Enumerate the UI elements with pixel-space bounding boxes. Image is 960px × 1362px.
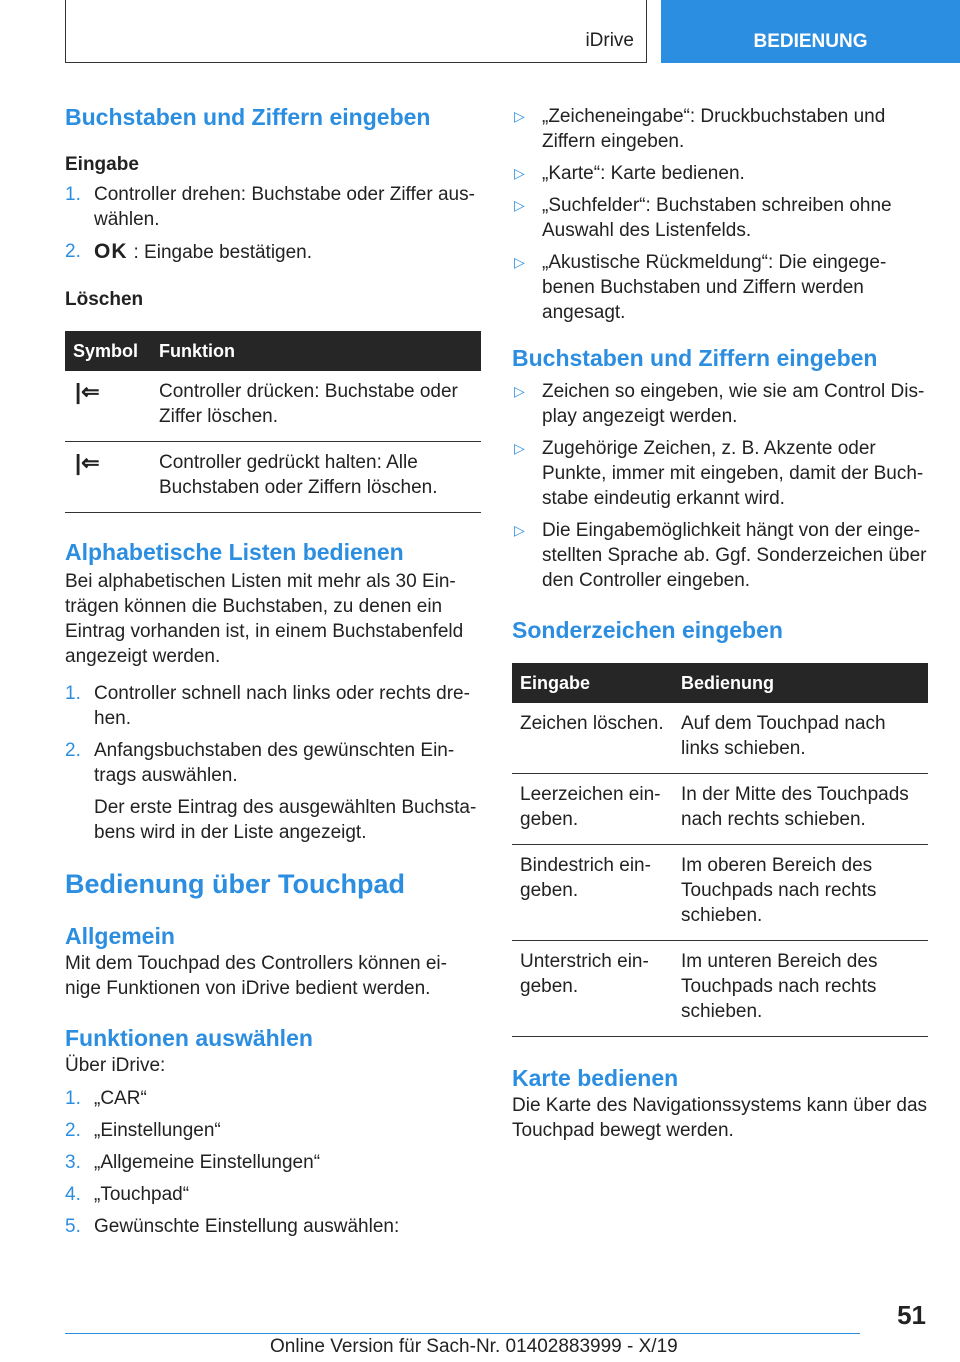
step-text: Gewünschte Einstellung auswählen:: [94, 1216, 400, 1237]
list-item: [65, 182, 481, 232]
heading-allgemein: Allgemein: [65, 923, 175, 949]
bullet-text: Zugehörige Zeichen, z. B. Akzente oder Punkte, immer mit eingeben, damit der Buch-stabe eindeutig erkannt wird.: [542, 438, 924, 509]
table-row: [512, 703, 928, 774]
triangle-bullet-icon: ▷: [514, 108, 525, 124]
alpha-note: Der erste Eintrag des ausgewählten Buchsta-bens wird in der Liste angezeigt.: [94, 797, 477, 843]
step-text: Controller drehen: Buchstabe oder Ziffer aus-wählen.: [94, 184, 475, 230]
right-column: [512, 100, 928, 1143]
step-number: 2.: [65, 1120, 81, 1141]
list-item: [65, 239, 481, 265]
heading-touchpad: Bedienung über Touchpad: [65, 869, 405, 899]
step-number: 5.: [65, 1216, 81, 1237]
triangle-bullet-icon: ▷: [514, 383, 525, 399]
list-item: [65, 1086, 481, 1111]
eingabe-steps: [65, 182, 481, 265]
buch-bullets: [512, 379, 928, 593]
table-cell: Auf dem Touchpad nach links schieben.: [673, 703, 928, 774]
left-column: [65, 100, 481, 1246]
list-item: [512, 436, 928, 511]
settings-bullets: [512, 104, 928, 325]
step-text: „Einstellungen“: [94, 1120, 221, 1141]
list-item: [512, 379, 928, 429]
list-item: [65, 738, 481, 788]
triangle-bullet-icon: ▷: [514, 440, 525, 456]
heading-buchstaben: Buchstaben und Ziffern eingeben: [65, 104, 431, 130]
header-section-label: iDrive: [585, 30, 634, 51]
table-row: [65, 442, 481, 513]
step-text: : Eingabe bestätigen.: [133, 242, 313, 263]
loeschen-table: [65, 331, 481, 513]
footer-divider: [65, 1333, 860, 1334]
table-header: Funktion: [151, 331, 481, 371]
triangle-bullet-icon: ▷: [514, 254, 525, 270]
chapter-tab-label: BEDIENUNG: [753, 31, 868, 52]
step-number: 1.: [65, 683, 81, 704]
table-cell: Zeichen löschen.: [512, 703, 673, 774]
paragraph-allgemein: Mit dem Touchpad des Controllers können ei-nige Funktionen von iDrive bedient werden.: [65, 953, 447, 999]
heading-buchstaben-eingeben: Buchstaben und Ziffern eingeben: [512, 345, 878, 371]
table-cell: Leerzeichen ein-geben.: [512, 774, 673, 845]
page-number: 51: [897, 1300, 926, 1330]
bullet-text: „Akustische Rückmeldung“: Die eingege-benen Buchstaben und Ziffern werden angesagt.: [542, 252, 887, 323]
step-number: 1.: [65, 184, 81, 205]
table-header: Bedienung: [673, 663, 928, 703]
step-text: Controller schnell nach links oder rechts dre-hen.: [94, 683, 470, 729]
step-number: 3.: [65, 1152, 81, 1173]
step-number: 4.: [65, 1184, 81, 1205]
table-cell: Im oberen Bereich des Touchpads nach rechts schieben.: [673, 845, 928, 941]
table-cell: Im unteren Bereich des Touchpads nach rechts schieben.: [673, 941, 928, 1037]
list-item: [512, 104, 928, 154]
table-cell: Unterstrich ein-geben.: [512, 941, 673, 1037]
chapter-tab: [661, 0, 960, 63]
step-text: „Allgemeine Einstellungen“: [94, 1152, 321, 1173]
funk-steps: [65, 1086, 481, 1239]
sonderzeichen-table: [512, 663, 928, 1037]
list-item: [512, 193, 928, 243]
subheading-loeschen: Löschen: [65, 289, 144, 310]
delete-arrow-icon: |⇐: [65, 442, 151, 513]
list-item: [512, 161, 928, 186]
list-item: [65, 1214, 481, 1239]
delete-arrow-icon: |⇐: [65, 371, 151, 442]
triangle-bullet-icon: ▷: [514, 522, 525, 538]
list-item: [65, 1150, 481, 1175]
table-cell: Bindestrich ein-geben.: [512, 845, 673, 941]
table-cell: In der Mitte des Touchpads nach rechts schieben.: [673, 774, 928, 845]
list-item: [65, 1118, 481, 1143]
bullet-text: Die Eingabemöglichkeit hängt von der einge-stellten Sprache ab. Ggf. Sonderzeichen über den Controller eingeben.: [542, 520, 927, 591]
bullet-text: Zeichen so eingeben, wie sie am Control Dis-play angezeigt werden.: [542, 381, 925, 427]
table-row: [512, 845, 928, 941]
list-item: [65, 1182, 481, 1207]
paragraph-alpha: Bei alphabetischen Listen mit mehr als 30 Ein-trägen können die Buchstaben, zu denen ein Eintrag vorhanden ist, in einem Buchstabenfeld angezeigt werden.: [65, 571, 464, 667]
list-item: [512, 250, 928, 325]
paragraph-karte: Die Karte des Navigationssystems kann über das Touchpad bewegt werden.: [512, 1095, 928, 1141]
alpha-steps: [65, 681, 481, 788]
table-row: [512, 774, 928, 845]
list-item: [512, 518, 928, 593]
heading-funktionen: Funktionen auswählen: [65, 1025, 313, 1051]
table-header: Eingabe: [512, 663, 673, 703]
bullet-text: „Suchfelder“: Buchstaben schreiben ohne Auswahl des Listenfelds.: [542, 195, 892, 241]
triangle-bullet-icon: ▷: [514, 197, 525, 213]
step-number: 1.: [65, 1088, 81, 1109]
footer-text: Online Version für Sach-Nr. 01402883999 - X/19: [270, 1336, 678, 1357]
bullet-text: „Karte“: Karte bedienen.: [542, 163, 745, 184]
header-section-box: [65, 0, 647, 63]
step-text: „CAR“: [94, 1088, 147, 1109]
triangle-bullet-icon: ▷: [514, 165, 525, 181]
heading-karte: Karte bedienen: [512, 1065, 679, 1091]
step-text: Anfangsbuchstaben des gewünschten Ein-trags auswählen.: [94, 740, 455, 786]
ok-icon: OK: [94, 240, 128, 263]
table-cell: Controller gedrückt halten: Alle Buchstaben oder Ziffern löschen.: [151, 442, 481, 513]
subheading-eingabe: Eingabe: [65, 154, 139, 175]
table-cell: Controller drücken: Buchstabe oder Ziffer löschen.: [151, 371, 481, 442]
table-row: [512, 941, 928, 1037]
list-item: [65, 681, 481, 731]
heading-alphabetische-listen: Alphabetische Listen bedienen: [65, 539, 404, 565]
table-header: Symbol: [65, 331, 151, 371]
table-row: [65, 371, 481, 442]
step-number: 2.: [65, 241, 81, 262]
funk-intro: Über iDrive:: [65, 1055, 166, 1076]
heading-sonderzeichen: Sonderzeichen eingeben: [512, 617, 783, 643]
bullet-text: „Zeicheneingabe“: Druckbuchstaben und Ziffern eingeben.: [542, 106, 886, 152]
step-number: 2.: [65, 740, 81, 761]
step-text: „Touchpad“: [94, 1184, 190, 1205]
